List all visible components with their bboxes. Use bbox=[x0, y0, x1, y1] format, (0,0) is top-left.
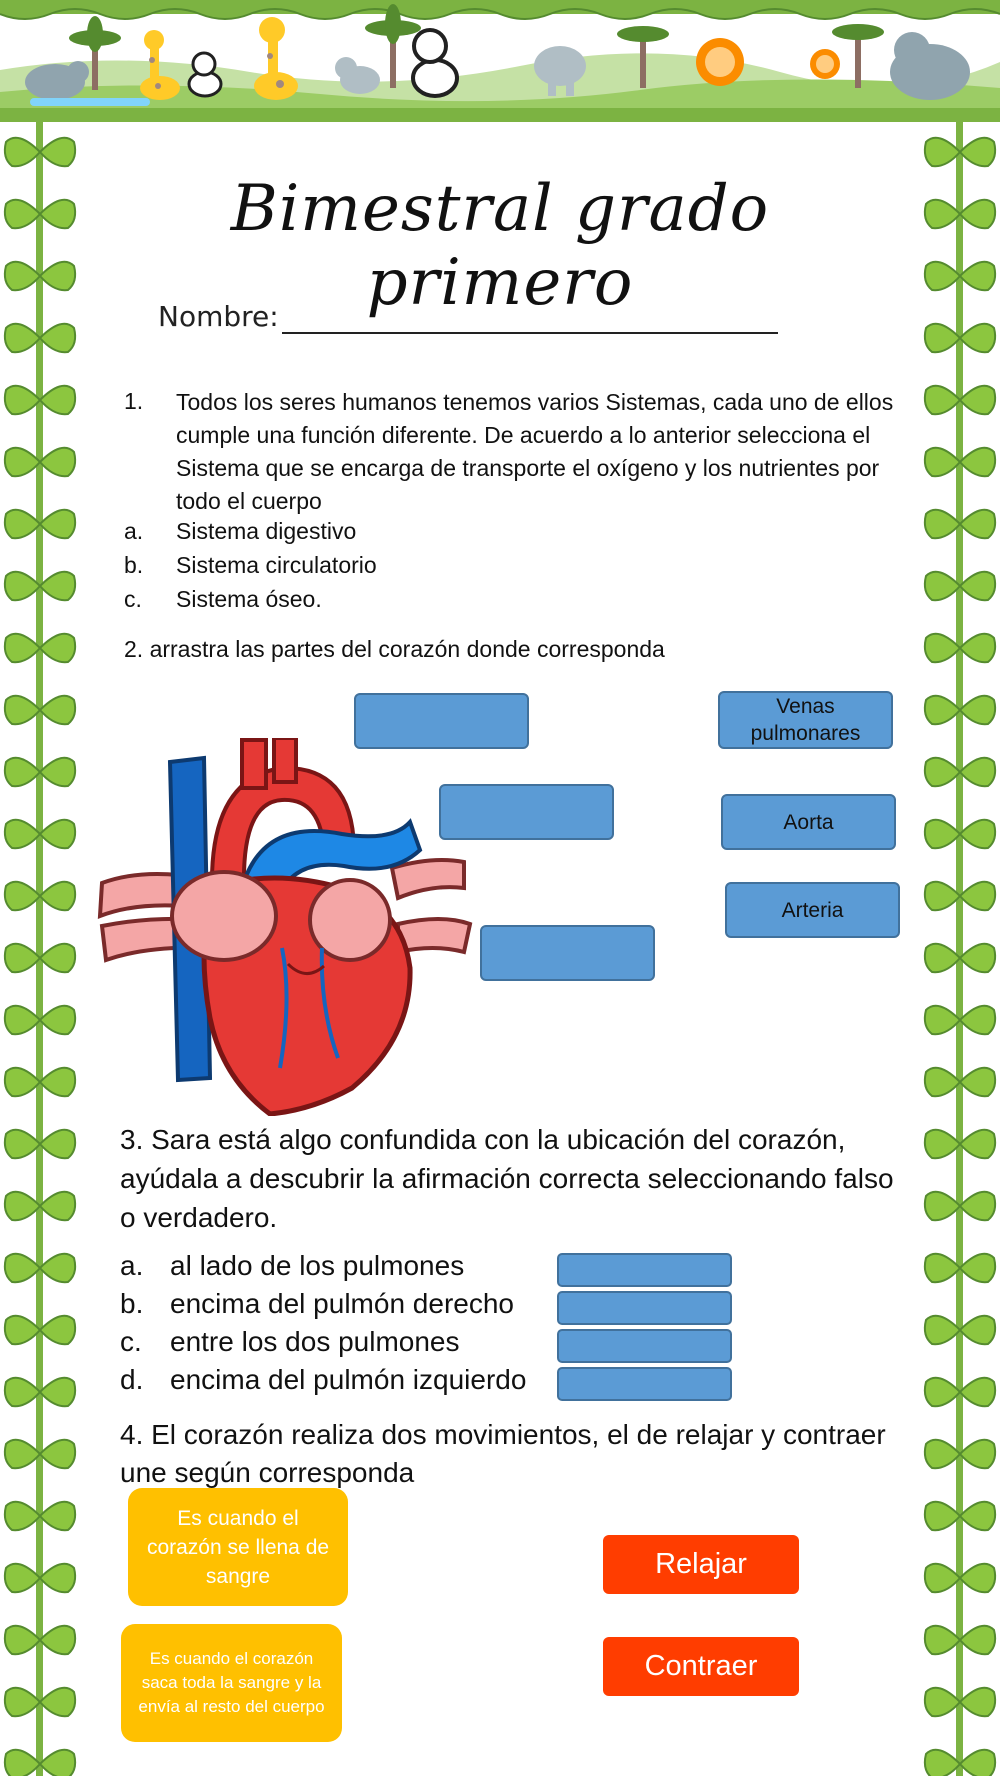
heart-illustration bbox=[92, 738, 492, 1116]
contraer-button[interactable]: Contraer bbox=[603, 1637, 799, 1696]
jungle-banner bbox=[0, 0, 1000, 122]
item-letter: a. bbox=[120, 1250, 144, 1281]
option-sistema-circulatorio[interactable]: Sistema circulatorio bbox=[176, 552, 377, 578]
relajar-button[interactable]: Relajar bbox=[603, 1535, 799, 1594]
definition-card-contract[interactable]: Es cuando el corazón saca toda la sangre y la envía al resto del cuerpo bbox=[121, 1624, 342, 1742]
option-sistema-oseo[interactable]: Sistema óseo. bbox=[176, 586, 322, 612]
vine-border-left bbox=[0, 122, 80, 1776]
question-4-text: 4. El corazón realiza dos movimientos, el de relajar y contraer une según corresponda bbox=[120, 1419, 886, 1488]
vine-border-right bbox=[920, 122, 1000, 1776]
question-1-text: Todos los seres humanos tenemos varios Sistemas, cada uno de ellos cumple una función diferente. De acuerdo a lo anterior selecciona el Sistema que se encarga de transporte el oxígeno y los nutrientes por todo el cuerpo bbox=[176, 389, 894, 514]
lion-icon bbox=[696, 38, 744, 86]
item-letter: c. bbox=[120, 1326, 142, 1357]
page-title: Bimestral grado primero bbox=[230, 172, 770, 320]
option-sistema-digestivo[interactable]: Sistema digestivo bbox=[176, 518, 357, 544]
option-letter: b. bbox=[124, 552, 144, 578]
option-letter: c. bbox=[124, 586, 142, 612]
statement-encima-pulmon-izquierdo: encima del pulmón izquierdo bbox=[170, 1364, 527, 1395]
true-false-selector-c[interactable] bbox=[557, 1329, 732, 1363]
question-2-text: 2. arrastra las partes del corazón donde corresponda bbox=[124, 636, 665, 662]
statement-encima-pulmon-derecho: encima del pulmón derecho bbox=[170, 1288, 514, 1319]
water-icon bbox=[30, 98, 150, 106]
option-letter: a. bbox=[124, 518, 144, 544]
definition-card-relax[interactable]: Es cuando el corazón se llena de sangre bbox=[128, 1488, 348, 1606]
item-letter: d. bbox=[120, 1364, 144, 1395]
true-false-selector-a[interactable] bbox=[557, 1253, 732, 1287]
lion-icon bbox=[810, 49, 840, 79]
true-false-selector-d[interactable] bbox=[557, 1367, 732, 1401]
drag-chip-arteria[interactable]: Arteria bbox=[725, 882, 900, 938]
drag-chip-aorta[interactable]: Aorta bbox=[721, 794, 896, 850]
name-label: Nombre: bbox=[158, 300, 279, 333]
question-3-text: 3. Sara está algo confundida con la ubicación del corazón, ayúdala a descubrir la afirmación correcta seleccionando falso o verdadero. bbox=[120, 1124, 894, 1233]
statement-entre-los-dos-pulmones: entre los dos pulmones bbox=[170, 1326, 460, 1357]
true-false-selector-b[interactable] bbox=[557, 1291, 732, 1325]
name-input-line[interactable] bbox=[282, 332, 778, 334]
item-letter: b. bbox=[120, 1288, 144, 1319]
drop-target-3[interactable] bbox=[480, 925, 655, 981]
drag-chip-venas-pulmonares[interactable]: Venas pulmonares bbox=[718, 691, 893, 749]
statement-al-lado-de-los-pulmones: al lado de los pulmones bbox=[170, 1250, 465, 1281]
question-1-number: 1. bbox=[124, 388, 144, 414]
